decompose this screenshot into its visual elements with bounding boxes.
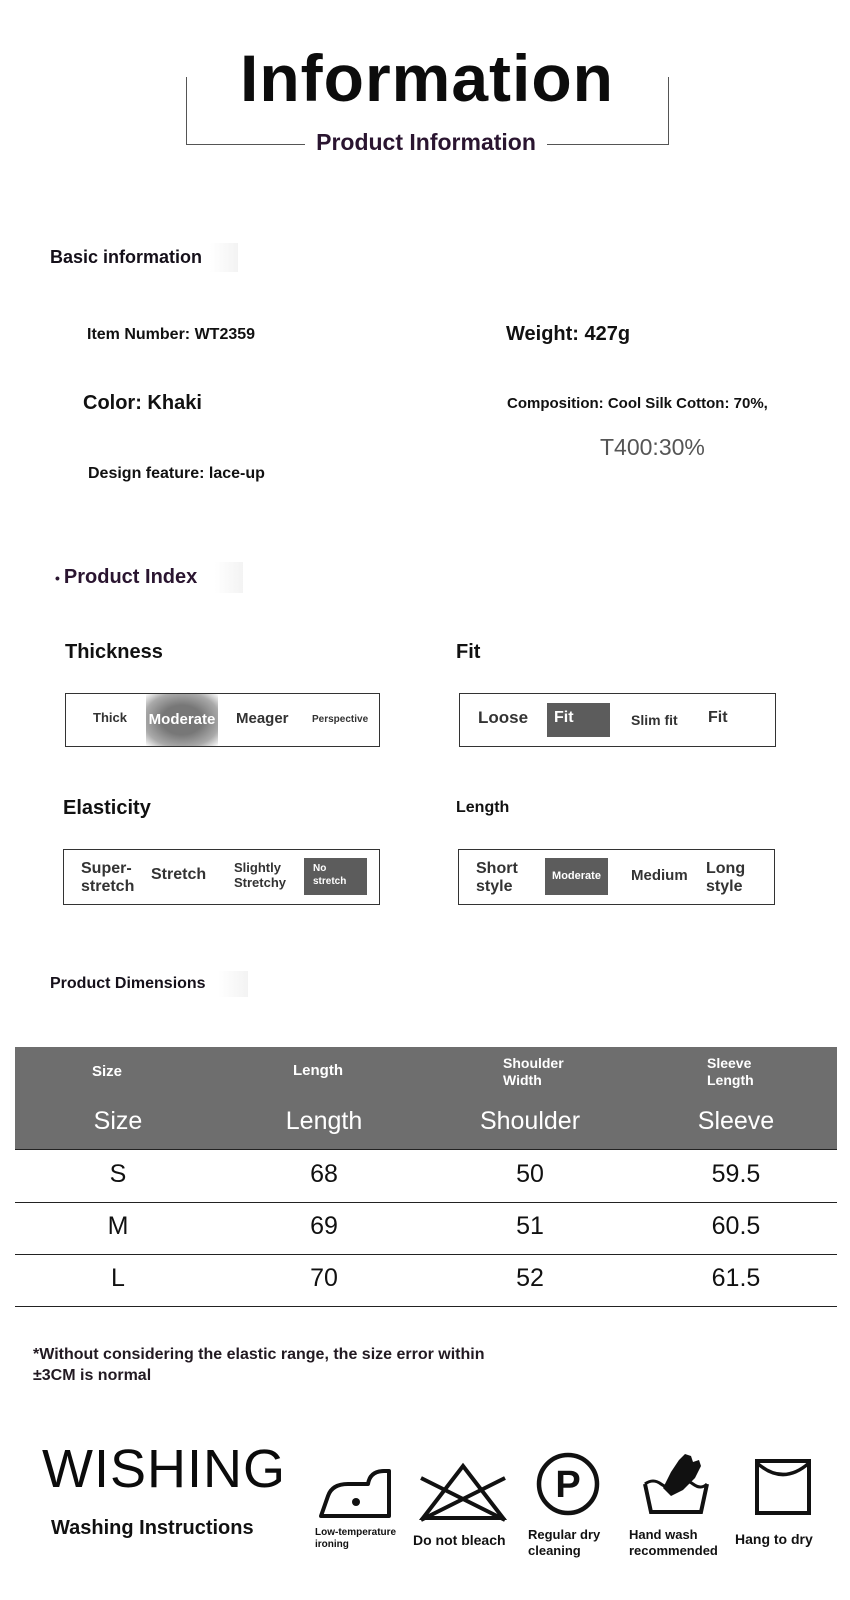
color: Color: Khaki	[83, 392, 202, 414]
elasticity-option-slightly-stretchy: Slightly Stretchy	[234, 860, 287, 890]
dry-clean-icon	[535, 1451, 601, 1517]
header-length-big: Length	[285, 1107, 363, 1135]
thickness-option-moderate: Moderate	[146, 694, 218, 746]
composition-continued: T400:30%	[600, 434, 705, 460]
header-sleeve-big: Sleeve	[697, 1107, 775, 1135]
cell-size: S	[109, 1160, 127, 1188]
cell-length: 69	[310, 1212, 338, 1240]
table-row	[15, 1254, 837, 1307]
cell-shoulder: 50	[516, 1160, 544, 1188]
no-bleach-icon	[417, 1462, 509, 1522]
hang-dry-icon	[754, 1458, 812, 1516]
fit-option-slim-fit: Slim fit	[631, 712, 678, 728]
svg-text:P: P	[555, 1464, 581, 1506]
washing-instructions-label: Washing Instructions	[51, 1517, 254, 1539]
cell-length: 68	[310, 1160, 338, 1188]
length-option-moderate: Moderate	[545, 858, 608, 895]
table-row	[15, 1150, 837, 1203]
elasticity-scale	[63, 849, 380, 905]
page-title: Information	[228, 38, 626, 118]
thickness-title: Thickness	[65, 641, 163, 663]
care-label-bleach: Do not bleach	[413, 1532, 506, 1548]
fit-title: Fit	[456, 641, 481, 663]
size-note	[33, 1344, 484, 1386]
elasticity-option-super-stretch: Super- stretch	[81, 860, 135, 895]
cell-sleeve: 61.5	[711, 1264, 761, 1292]
elasticity-option-no-stretch: No stretch	[304, 858, 367, 895]
cell-length: 70	[310, 1264, 338, 1292]
fit-option-loose: Loose	[478, 708, 529, 727]
length-option-long-style: Long style	[706, 860, 746, 895]
header-shoulder-big: Shoulder	[479, 1107, 581, 1135]
composition: Composition: Cool Silk Cotton: 70%,	[507, 395, 768, 412]
product-index-label: Product Index	[63, 566, 198, 588]
fit-option-fit: Fit	[708, 709, 728, 726]
size-note-line2: ±3CM is normal	[33, 1367, 152, 1384]
size-note-line1: *Without considering the elastic range, the size error within	[33, 1346, 485, 1363]
thickness-option-perspective: Perspective	[312, 714, 369, 725]
elasticity-option-stretch: Stretch	[151, 866, 207, 883]
thickness-option-meager: Meager	[236, 710, 289, 727]
dimensions-heading: Product Dimensions	[50, 971, 248, 997]
product-index-heading	[55, 562, 243, 593]
cell-sleeve: 59.5	[711, 1160, 761, 1188]
care-label-ironing: Low-temperature ironing	[315, 1527, 397, 1550]
care-label-hand-wash: Hand wash recommended	[629, 1527, 718, 1558]
header-sleeve-length: Sleeve Length	[707, 1055, 754, 1088]
iron-icon	[318, 1466, 394, 1520]
thickness-scale	[65, 693, 380, 747]
design-feature: Design feature: lace-up	[88, 465, 265, 482]
hand-wash-icon	[641, 1450, 711, 1520]
length-scale	[458, 849, 775, 905]
cell-size: L	[111, 1264, 125, 1292]
care-label-hang-dry: Hang to dry	[735, 1531, 813, 1547]
brand-wordmark: WISHING	[42, 1439, 286, 1499]
cell-sleeve: 60.5	[711, 1212, 761, 1240]
header-size-big: Size	[93, 1107, 143, 1135]
fit-option-fit-selected: Fit	[547, 703, 610, 737]
header-shoulder-width: Shoulder Width	[503, 1055, 564, 1088]
cell-shoulder: 51	[516, 1212, 544, 1240]
page-subtitle: Product Information	[305, 126, 547, 158]
length-option-short-style: Short style	[476, 860, 518, 895]
header-size: Size	[92, 1063, 123, 1080]
basic-info-heading: Basic information	[50, 243, 238, 272]
cell-shoulder: 52	[516, 1264, 544, 1292]
elasticity-title: Elasticity	[63, 797, 151, 819]
care-label-dry-clean: Regular dry cleaning	[528, 1527, 601, 1558]
item-number: Item Number: WT2359	[87, 326, 256, 343]
cell-size: M	[107, 1212, 129, 1240]
length-option-medium: Medium	[631, 867, 688, 884]
weight: Weight: 427g	[506, 323, 631, 345]
thickness-option-thick: Thick	[93, 710, 127, 725]
table-row	[15, 1202, 837, 1255]
fit-scale	[459, 693, 776, 747]
length-title: Length	[456, 799, 510, 816]
bullet: •	[55, 569, 60, 586]
header-length: Length	[293, 1062, 343, 1079]
